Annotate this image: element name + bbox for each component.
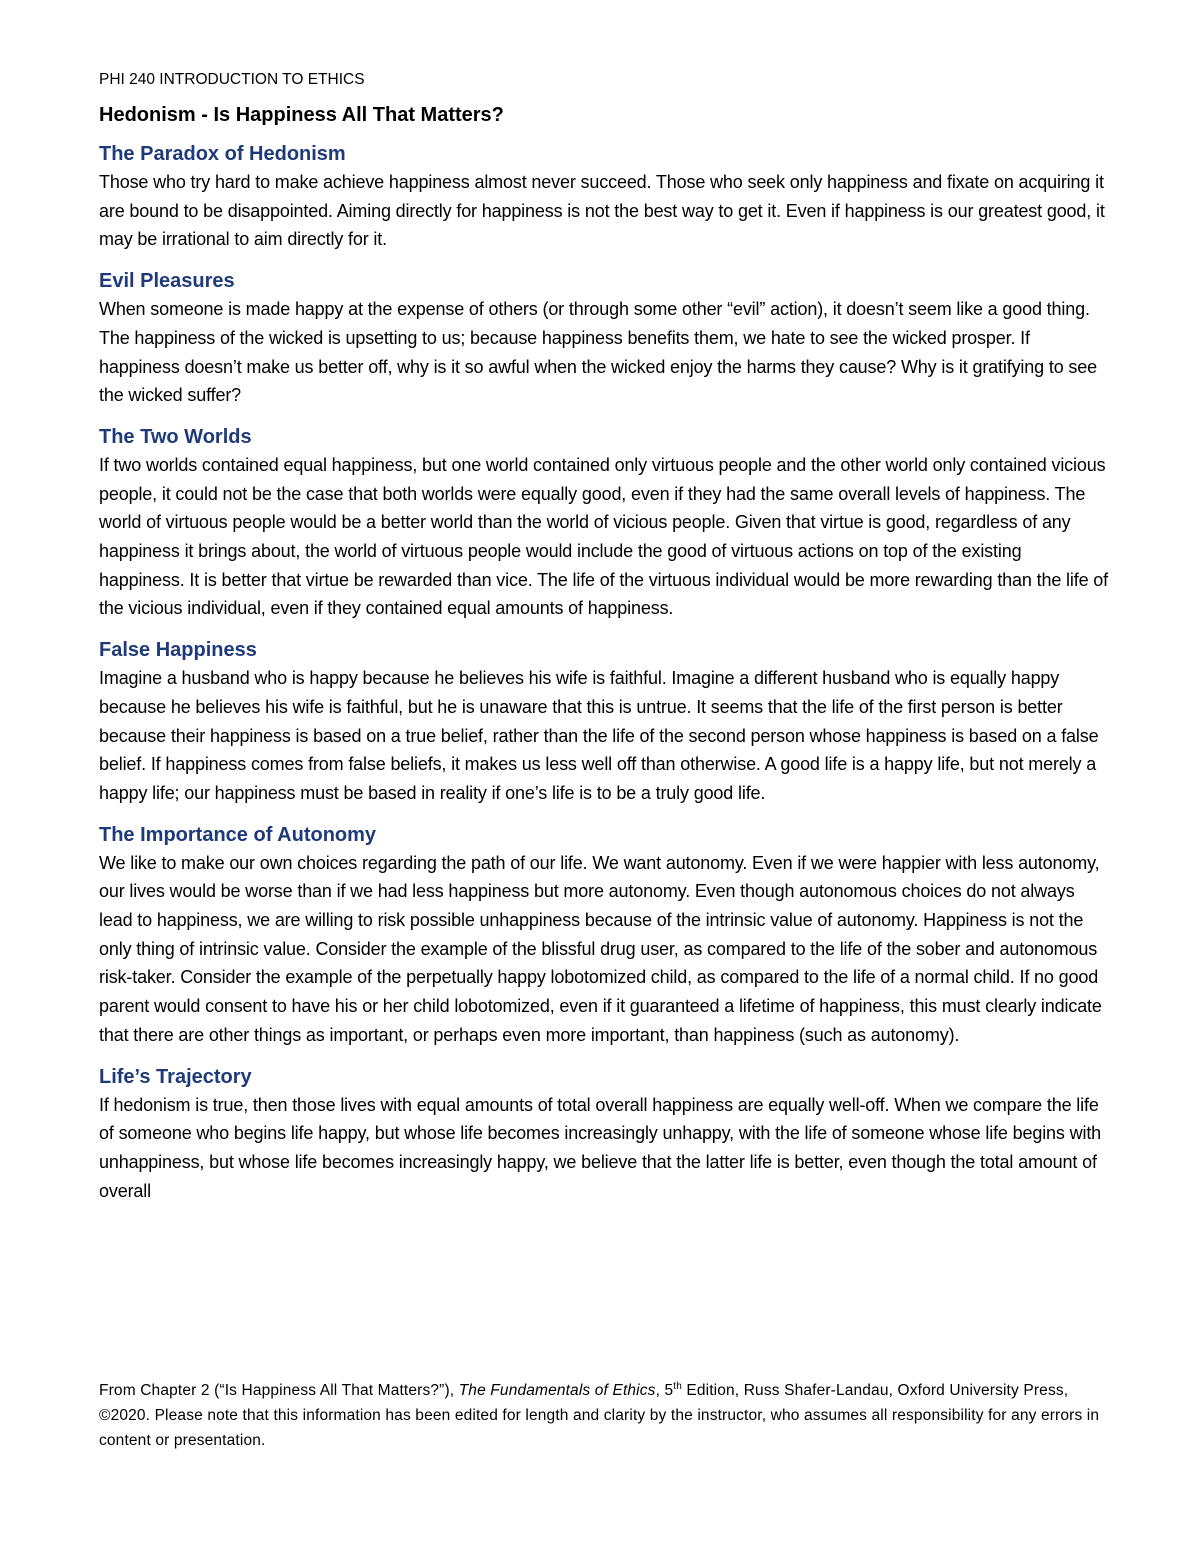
- section-body: Those who try hard to make achieve happiness almost never succeed. Those who seek only happiness and fixate on acquiring it are bound to be disappointed. Aiming directly for happiness is not the best way to get it. Even if happiness is our greatest good, it may be irrational to aim directly for it.: [99, 172, 1105, 250]
- citation-rest: Edition, Russ Shafer-Landau, Oxford University Press, ©2020. Please note that this information has been edited for length and clarity by the instructor, who assumes all responsibility for any errors in content or presentation.: [99, 1382, 1100, 1449]
- section-body: If hedonism is true, then those lives with equal amounts of total overall happiness are equally well-off. When we compare the life of someone who begins life happy, but whose life becomes increasingly unhappy, with the life of someone whose life begins with unhappiness, but whose life becomes increasingly happy, we believe that the latter life is better, even though the total amount of overall: [99, 1094, 1102, 1201]
- citation-book-title: The Fundamentals of Ethics: [458, 1382, 656, 1399]
- section-heading: Evil Pleasures: [99, 270, 235, 293]
- section-two-worlds: [99, 423, 1109, 623]
- section-heading: The Importance of Autonomy: [99, 823, 377, 846]
- section-heading: The Paradox of Hedonism: [99, 143, 346, 165]
- citation-edition: , 5: [655, 1382, 674, 1399]
- section-importance-of-autonomy: [99, 821, 1109, 1050]
- section-false-happiness: [99, 636, 1109, 808]
- course-label: PHI 240 INTRODUCTION TO ETHICS: [99, 71, 365, 88]
- section-body: We like to make our own choices regarding the path of our life. We want autonomy. Even if we were happier with less autonomy, our lives would be worse than if we had less happiness but more autonomy. Even though autonomous choices do not always lead to happiness, we are willing to risk possible unhappiness because of the intrinsic value of autonomy. Happiness is not the only thing of intrinsic value. Consider the example of the blissful drug user, as compared to the life of the sober and autonomous risk-taker. Consider the example of the perpetually happy lobotomized child, as compared to the life of a normal child. If no good parent would consent to have his or her child lobotomized, even if it guaranteed a lifetime of happiness, this must clearly indicate that there are other things as important, or perhaps even more important, than happiness (such as autonomy).: [99, 852, 1102, 1045]
- section-lifes-trajectory: [99, 1063, 1109, 1206]
- section-body: Imagine a husband who is happy because he believes his wife is faithful. Imagine a different husband who is equally happy because he believes his wife is faithful, but he is unaware that this is untrue. It seems that the life of the first person is better because their happiness is based on a true belief, rather than the life of the second person whose happiness is based on a false belief. If happiness comes from false beliefs, it makes us less well off than otherwise. A good life is a happy life, but not merely a happy life; our happiness must be based in reality if one’s life is to be a truly good life.: [99, 668, 1099, 803]
- citation-prefix: From Chapter 2 (“Is Happiness All That Matters?”),: [99, 1382, 459, 1399]
- citation-footer: [99, 1378, 1109, 1453]
- section-evil-pleasures: [99, 267, 1109, 410]
- section-heading: False Happiness: [99, 639, 257, 662]
- section-heading: Life’s Trajectory: [99, 1065, 252, 1088]
- document-page: [99, 70, 1109, 1218]
- section-body: When someone is made happy at the expense of others (or through some other “evil” action), it doesn’t seem like a good thing. The happiness of the wicked is upsetting to us; because happiness benefits them, we hate to see the wicked prosper. If happiness doesn’t make us better off, why is it so awful when the wicked enjoy the harms they cause? Why is it gratifying to see the wicked suffer?: [99, 299, 1097, 406]
- section-body: If two worlds contained equal happiness, but one world contained only virtuous people and the other world only contained vicious people, it could not be the case that both worlds were equally good, even if they had the same overall levels of happiness. The world of virtuous people would be a better world than the world of vicious people. Given that virtue is good, regardless of any happiness it brings about, the world of virtuous people would include the good of virtuous actions on top of the existing happiness. It is better that virtue be rewarded than vice. The life of the virtuous individual would be more rewarding than the life of the vicious individual, even if they contained equal amounts of happiness.: [99, 454, 1109, 619]
- section-heading: The Two Worlds: [99, 425, 252, 448]
- section-paradox-of-hedonism: [99, 140, 1109, 254]
- document-title: Hedonism - Is Happiness All That Matters?: [99, 104, 504, 126]
- citation-edition-suffix: th: [673, 1380, 682, 1392]
